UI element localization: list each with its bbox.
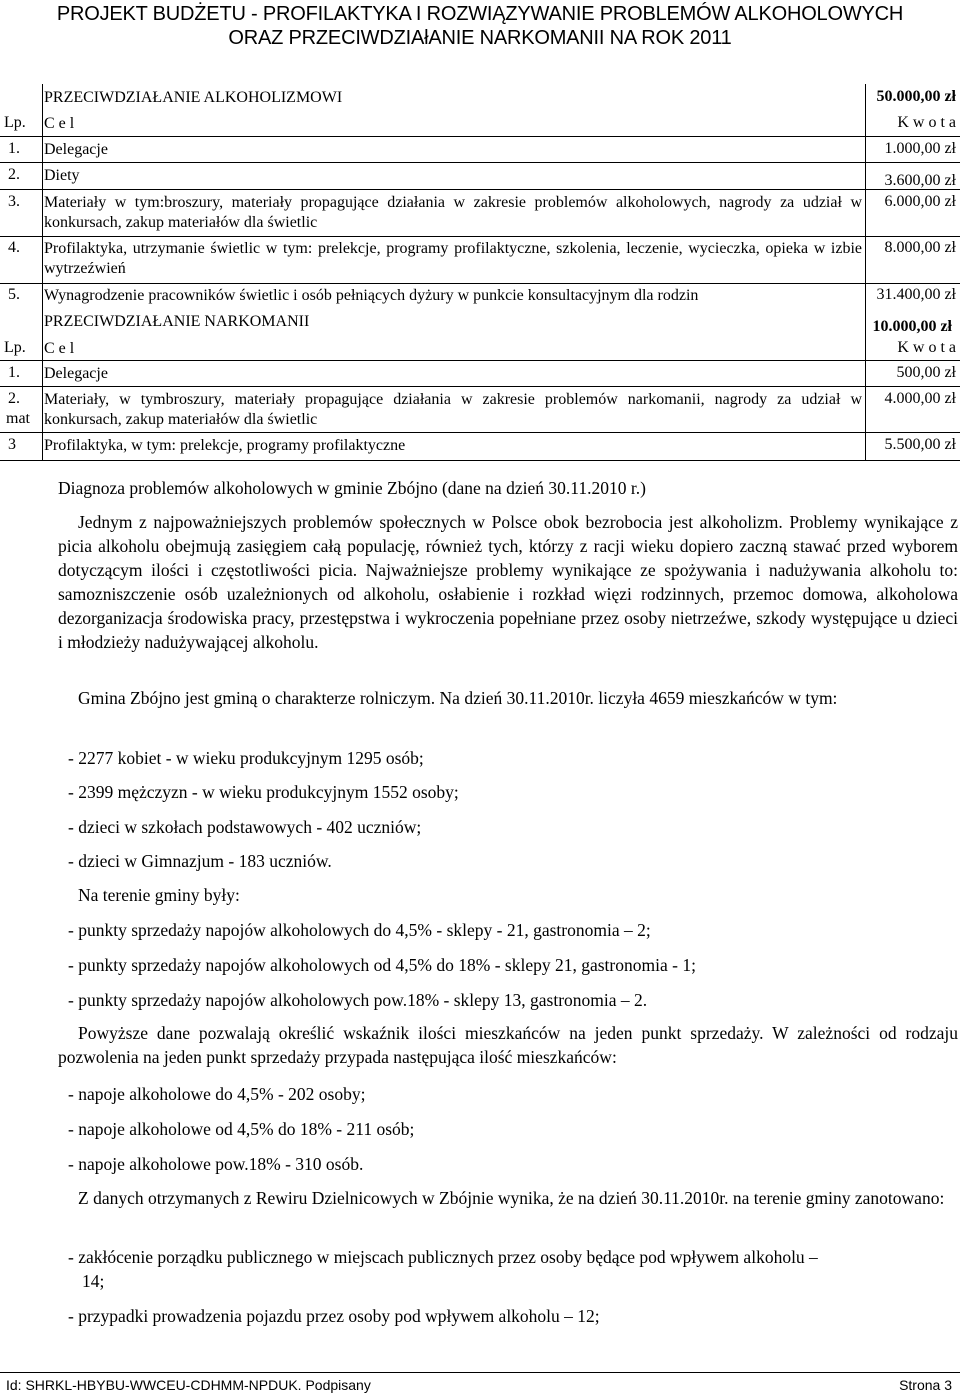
col-kwota-label: K w o t a: [897, 339, 956, 356]
diagnosis-title: Diagnoza problemów alkoholowych w gminie Zbójno (dane na dzień 30.11.2010 r.): [58, 478, 646, 498]
paragraph-ratio: Powyższe dane pozwalają określić wskaźnik ilości mieszkańców na jeden punkt sprzedaży. W zależności od rodzaju pozwolenia na jeden punkt sprzedaży przypada następująca ilość mieszkańców:: [58, 1023, 958, 1067]
row-desc: Wynagrodzenie pracowników świetlic i osób pełniących dyżury w punkcie konsultacyjnym dla rodzin: [44, 287, 699, 304]
row-amount: 3.600,00 zł: [884, 172, 956, 189]
row-amount: 500,00 zł: [896, 364, 956, 381]
page-number: Strona 3: [899, 1377, 952, 1393]
row-lp: 1.: [8, 364, 20, 381]
population-item: - 2277 kobiet - w wieku produkcyjnym 1295 osób;: [68, 748, 424, 768]
row-desc: Delegacje: [44, 141, 108, 158]
row-lp-extra: mat: [6, 410, 30, 427]
alcohol-section-header: [0, 88, 960, 108]
row-desc: Profilaktyka, utrzymanie świetlic w tym: prelekcje, programy profilaktyczne, szkolenia, leczenie, wycieczka, opieka w izbie wytrzeźwień: [44, 240, 862, 277]
paragraph-municipality: Gmina Zbójno jest gminą o charakterze rolniczym. Na dzień 30.11.2010r. liczyła 4659 mieszkańców w tym:: [78, 688, 838, 708]
row-amount: 4.000,00 zł: [884, 390, 956, 407]
table-row: [0, 436, 960, 456]
table-row: [0, 364, 960, 384]
col-lp-label: Lp.: [4, 114, 26, 131]
row-amount: 1.000,00 zł: [884, 140, 956, 157]
alcohol-section-title: PRZECIWDZIAŁANIE ALKOHOLIZMOWI: [44, 89, 343, 106]
row-amount: 6.000,00 zł: [884, 193, 956, 210]
row-lp: 1.: [8, 140, 20, 157]
row-lp: 3: [8, 436, 16, 453]
col-cel-label: C e l: [44, 340, 75, 357]
row-desc: Profilaktyka, w tym: prelekcje, programy profilaktyczne: [44, 437, 406, 454]
row-lp: 5.: [8, 286, 20, 303]
footer-divider: [0, 1372, 960, 1373]
row-lp: 3.: [8, 193, 20, 210]
document-id: Id: SHRKL-HBYBU-WWCEU-CDHMM-NPDUK. Podpisany: [6, 1377, 371, 1393]
drugs-section-total: 10.000,00 zł: [872, 318, 952, 335]
outlet-item: - punkty sprzedaży napojów alkoholowych od 4,5% do 18% - sklepy 21, gastronomia - 1;: [68, 955, 696, 975]
row-lp: 4.: [8, 239, 20, 256]
row-amount: 8.000,00 zł: [884, 239, 956, 256]
paragraph-police: Z danych otrzymanych z Rewiru Dzielnicowych w Zbójnie wynika, że na dzień 30.11.2010r. na terenie gminy zanotowano:: [78, 1188, 945, 1208]
police-item: - zakłócenie porządku publicznego w miejscach publicznych przez osoby będące pod wpływem alkoholu –: [68, 1247, 818, 1267]
table-row: [0, 286, 960, 306]
row-desc: Materiały, w tymbroszury, materiały propagujące działania w zakresie problemów narkomanii, nagrody za udział w konkursach, zakup materiałów dla świetlic: [44, 391, 862, 428]
row-desc: Materiały w tym:broszury, materiały propagujące działania w zakresie problemów alkoholowych, nagrody za udział w konkursach, zakup materiałów dla świetlic: [44, 194, 862, 231]
population-item: - dzieci w Gimnazjum - 183 uczniów.: [68, 851, 332, 871]
ratio-item: - napoje alkoholowe pow.18% - 310 osób.: [68, 1154, 364, 1174]
col-kwota-label: K w o t a: [897, 114, 956, 131]
table-row: [0, 140, 960, 160]
col-lp-label: Lp.: [4, 339, 26, 356]
row-desc: Delegacje: [44, 365, 108, 382]
table-row: [0, 239, 960, 277]
population-item: - 2399 mężczyzn - w wieku produkcyjnym 1552 osoby;: [68, 782, 459, 802]
table-row: [0, 390, 960, 428]
page-footer: [0, 1377, 960, 1395]
paragraph-outlets-intro: Na terenie gminy były:: [78, 885, 240, 905]
alcohol-column-headers: [0, 114, 960, 134]
col-cel-label: C e l: [44, 115, 75, 132]
police-item: - przypadki prowadzenia pojazdu przez osoby pod wpływem alkoholu – 12;: [68, 1306, 600, 1326]
header-title-line1: PROJEKT BUDŻETU - PROFILAKTYKA I ROZWIĄZYWANIE PROBLEMÓW ALKOHOLOWYCH: [56, 3, 904, 25]
table-row: [0, 166, 960, 189]
paragraph-alcoholism: Jednym z najpoważniejszych problemów społecznych w Polsce obok bezrobocia jest alkoholizm. Problemy wynikające z picia alkoholu obejmują zasięgiem całą populację, również tych, którzy z racji wieku dopiero zaczną stawać przed wyborem dotyczącym ilości i częstotliwości picia. Najważniejsze problemy wynikające ze spożywania i nadużywania alkoholu to: samozniszczenie osób uzależnionych od alkoholu, osłabienie i rozkład więzi rodzinnych, przemoc domowa, alkoholowa dezorganizacja środowiska pracy, przestępstwa i wykroczenia popełniane przez osoby nietrzeźwe, szkody występujące u dzieci i młodzieży nadużywającej alkoholu.: [58, 512, 958, 652]
drugs-column-headers: [0, 339, 960, 359]
row-desc: Diety: [44, 167, 80, 184]
row-amount: 31.400,00 zł: [876, 286, 956, 303]
police-item-continued: 14;: [82, 1271, 105, 1291]
row-lp: 2.: [8, 390, 20, 407]
ratio-item: - napoje alkoholowe do 4,5% - 202 osoby;: [68, 1084, 366, 1104]
drugs-section-title: PRZECIWDZIAŁANIE NARKOMANII: [44, 313, 310, 330]
ratio-item: - napoje alkoholowe od 4,5% do 18% - 211 osób;: [68, 1119, 415, 1139]
row-amount: 5.500,00 zł: [884, 436, 956, 453]
outlet-item: - punkty sprzedaży napojów alkoholowych pow.18% - sklepy 13, gastronomia – 2.: [68, 990, 648, 1010]
document-header: [0, 2, 960, 50]
row-lp: 2.: [8, 166, 20, 183]
header-title-line2: ORAZ PRZECIWDZIAłANIE NARKOMANII NA ROK 2011: [228, 27, 732, 49]
population-item: - dzieci w szkołach podstawowych - 402 uczniów;: [68, 817, 422, 837]
drugs-section-header: [0, 312, 960, 335]
outlet-item: - punkty sprzedaży napojów alkoholowych do 4,5% - sklepy - 21, gastronomia – 2;: [68, 920, 651, 940]
table-row: [0, 193, 960, 231]
alcohol-section-total: 50.000,00 zł: [876, 88, 956, 105]
